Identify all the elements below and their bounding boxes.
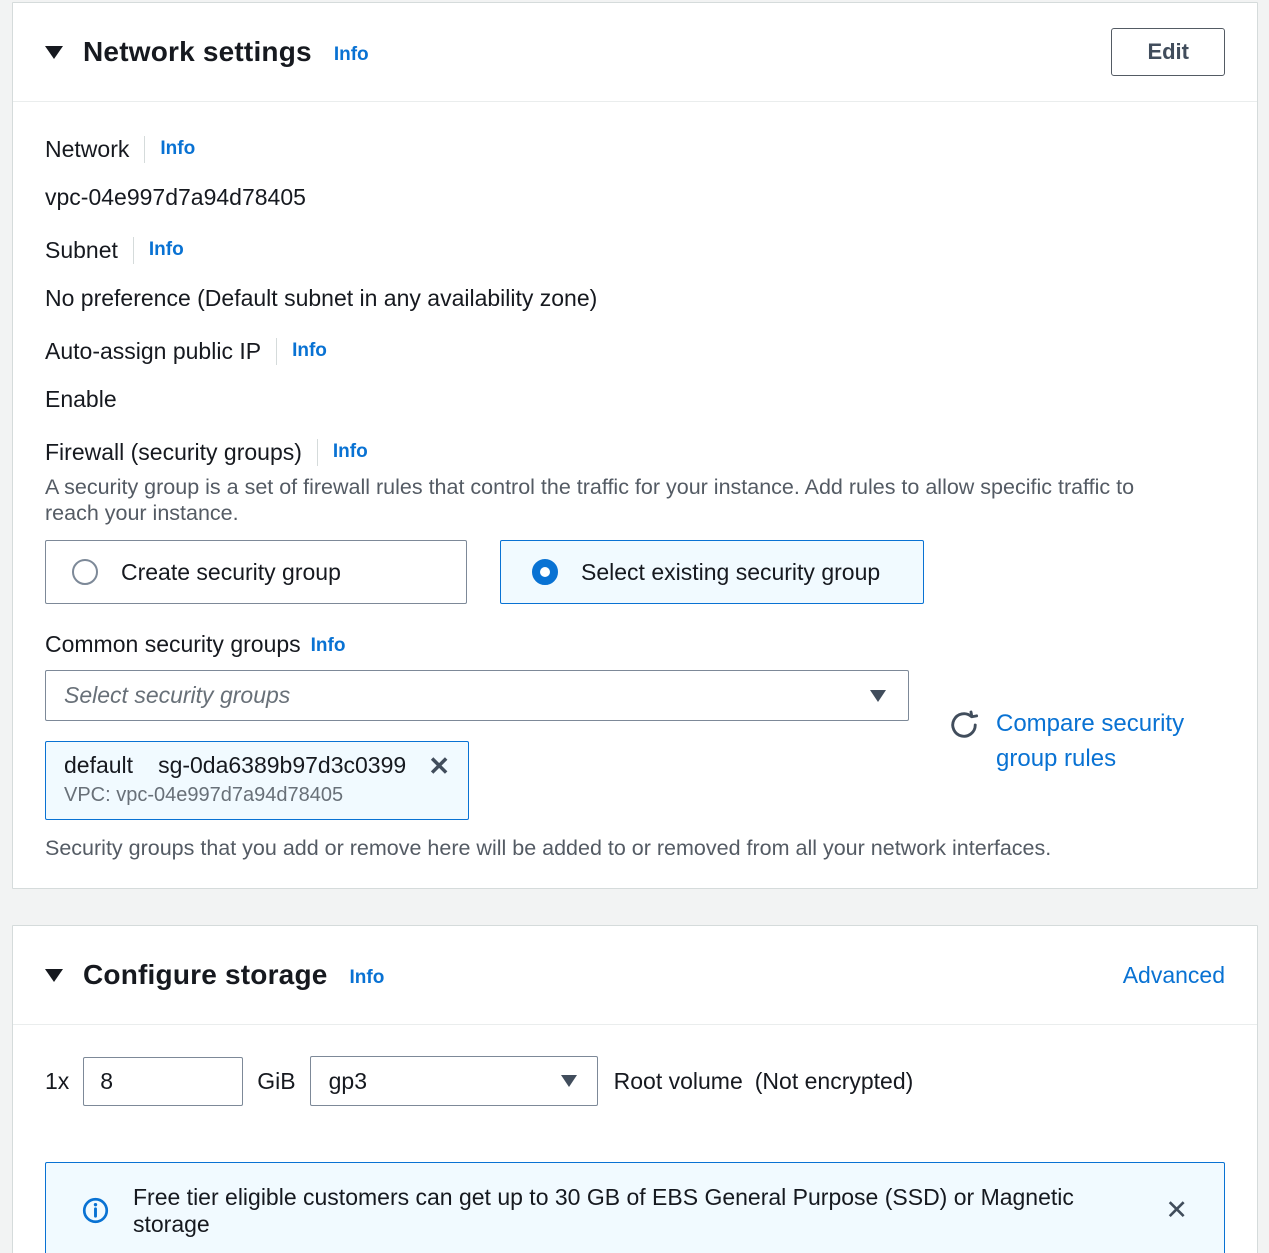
divider [317, 439, 318, 466]
subnet-label: Subnet [45, 236, 118, 263]
compare-security-group-rules-link[interactable]: Compare security group rules [996, 710, 1185, 772]
divider [276, 338, 277, 365]
security-groups-select-placeholder: Select security groups [64, 682, 291, 708]
network-info-link[interactable]: Info [160, 138, 196, 159]
common-security-groups-info-link[interactable]: Info [310, 634, 346, 656]
common-security-groups-label: Common security groups [45, 630, 301, 657]
radio-unselected-icon [72, 559, 98, 585]
network-settings-content [13, 102, 1257, 888]
info-circle-icon [82, 1197, 109, 1224]
root-volume-row [45, 1056, 1225, 1106]
firewall-description: A security group is a set of firewall rules that control the traffic for your instance. Add rules to allow specific traffic to reach your instance. [45, 475, 1135, 525]
subnet-field [45, 236, 1225, 313]
auto-assign-ip-label: Auto-assign public IP [45, 337, 262, 364]
configure-storage-section [12, 925, 1258, 1253]
caret-down-icon [870, 690, 886, 702]
select-existing-security-group-label: Select existing security group [581, 558, 881, 585]
edit-button[interactable]: Edit [1111, 28, 1225, 76]
auto-assign-ip-value: Enable [45, 386, 117, 412]
network-settings-header [13, 3, 1257, 102]
advanced-link[interactable]: Advanced [1122, 961, 1225, 988]
security-group-id: sg-0da6389b97d3c0399 [158, 752, 407, 778]
security-group-name: default [64, 752, 134, 778]
security-group-vpc: VPC: vpc-04e997d7a94d78405 [64, 784, 344, 806]
configure-storage-header [13, 926, 1257, 1025]
close-icon[interactable]: ✕ [428, 750, 450, 781]
caret-down-icon[interactable] [45, 46, 63, 59]
subnet-value: No preference (Default subnet in any availability zone) [45, 285, 598, 311]
section-title-configure-storage: Configure storage [83, 959, 328, 990]
security-groups-note: Security groups that you add or remove here will be added to or removed from all your network interfaces. [45, 836, 1052, 860]
firewall-info-link[interactable]: Info [332, 441, 368, 462]
network-value: vpc-04e997d7a94d78405 [45, 184, 306, 210]
subnet-info-link[interactable]: Info [148, 239, 184, 260]
volume-type-value: gp3 [328, 1067, 368, 1094]
section-title-network-settings: Network settings [83, 36, 312, 67]
free-tier-banner-text: Free tier eligible customers can get up to 30 GB of EBS General Purpose (SSD) or Magnetic storage [133, 1183, 1074, 1237]
radio-selected-icon [532, 559, 558, 585]
network-settings-info-link[interactable]: Info [333, 44, 369, 65]
compare-security-group-rules [949, 706, 1191, 776]
volume-unit-label: GiB [257, 1067, 296, 1094]
network-label: Network [45, 135, 130, 162]
caret-down-icon [561, 1075, 577, 1087]
create-security-group-label: Create security group [121, 558, 341, 585]
security-group-options [45, 540, 1225, 604]
close-icon[interactable]: ✕ [1165, 1195, 1188, 1225]
auto-assign-ip-field [45, 337, 1225, 414]
refresh-icon[interactable] [949, 710, 979, 740]
selected-security-group-chip [45, 741, 469, 820]
configure-storage-content [13, 1025, 1257, 1253]
divider [133, 237, 134, 264]
security-groups-select[interactable] [45, 670, 909, 721]
configure-storage-info-link[interactable]: Info [349, 967, 385, 988]
auto-assign-ip-info-link[interactable]: Info [292, 340, 327, 361]
divider [144, 136, 145, 163]
encryption-status-label: (Not encrypted) [754, 1067, 914, 1094]
select-existing-security-group-option[interactable] [500, 540, 924, 604]
volume-size-input[interactable] [83, 1057, 243, 1106]
free-tier-banner [45, 1162, 1225, 1253]
network-field [45, 135, 1225, 212]
caret-down-icon[interactable] [45, 969, 63, 982]
volume-type-select[interactable] [310, 1056, 598, 1106]
volume-count-label: 1x [45, 1067, 70, 1094]
network-settings-section [12, 2, 1258, 889]
firewall-label: Firewall (security groups) [45, 438, 302, 465]
create-security-group-option[interactable] [45, 540, 467, 604]
root-volume-label: Root volume [613, 1067, 743, 1094]
